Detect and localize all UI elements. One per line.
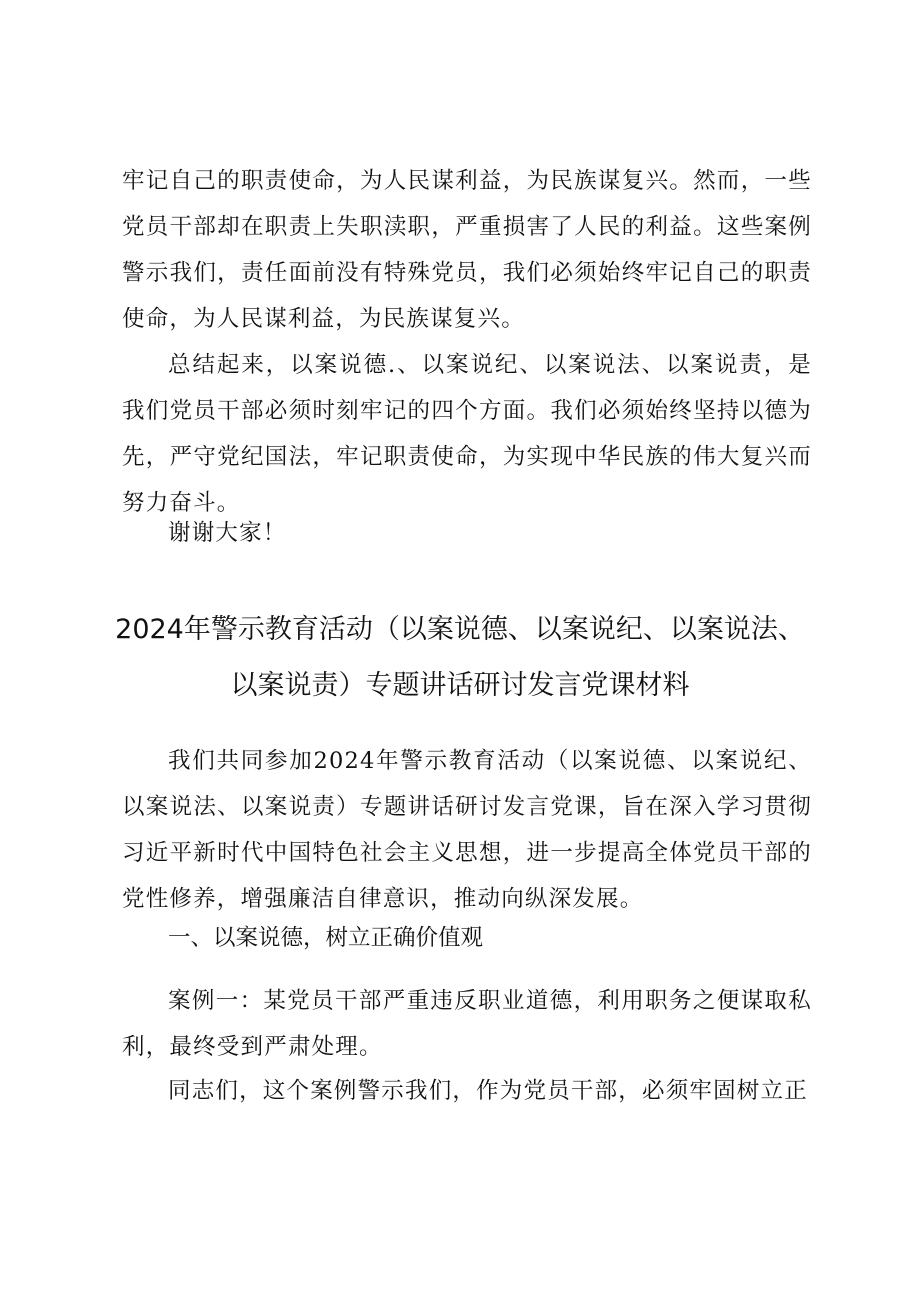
paragraph-thanks: 谢谢大家！ bbox=[168, 520, 287, 546]
paragraph-responsibility: 牢记自己的职责使命，为人民谋利益，为民族谋复兴。然而，一些党员干部却在职责上失职渎职，严重损害了人民的利益。这些案例警示我们，责任面前没有特殊党员，我们必须始终牢记自己的职责使命，为人民谋利益，为民族谋复兴。 bbox=[122, 168, 812, 332]
section-heading-1: 一、以案说德，树立正确价值观 bbox=[168, 925, 484, 951]
paragraph-case-1: 案例一：某党员干部严重违反职业道德，利用职务之便谋取私利，最终受到严肃处理。 bbox=[122, 988, 812, 1060]
paragraph-summary: 总结起来，以案说德.、以案说纪、以案说法、以案说责，是我们党员干部必须时刻牢记的四个方面。我们必须始终坚持以德为先，严守党纪国法，牢记职责使命，为实现中华民族的伟大复兴而努力奋斗。 bbox=[122, 352, 812, 516]
document-title: 2024年警示教育活动（以案说德、以案说纪、以案说法、以案说责）专题讲话研讨发言党课材料 bbox=[115, 614, 805, 701]
paragraph-intro: 我们共同参加2024年警示教育活动（以案说德、以案说纪、以案说法、以案说责）专题讲话研讨发言党课，旨在深入学习贯彻习近平新时代中国特色社会主义思想，进一步提高全体党员干部的党性修养，增强廉洁自律意识，推动向纵深发展。 bbox=[122, 748, 812, 912]
paragraph-comrades: 同志们，这个案例警示我们，作为党员干部，必须牢固树立正 bbox=[168, 1078, 808, 1104]
